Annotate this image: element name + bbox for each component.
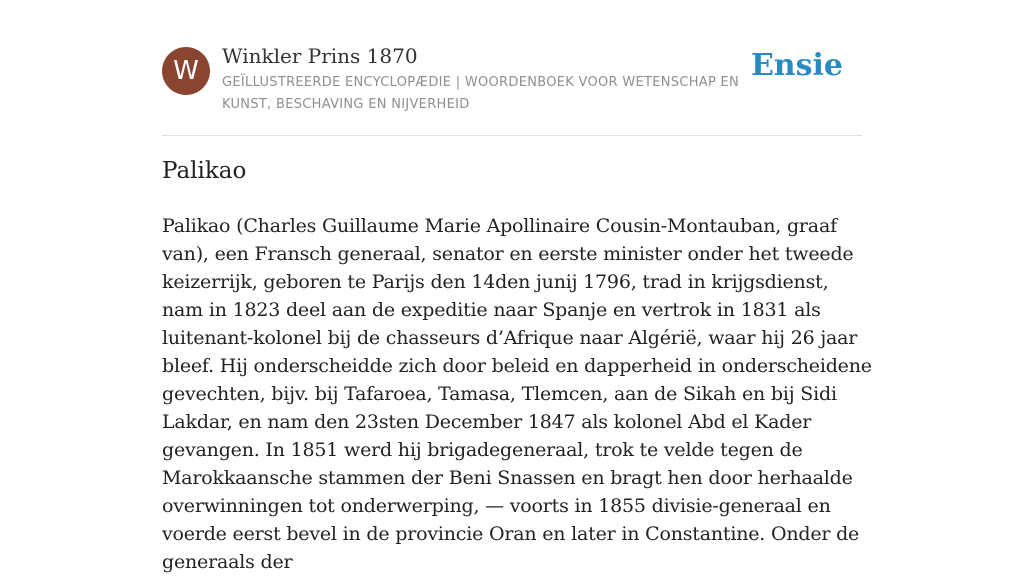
entry-body: Palikao (Charles Guillaume Marie Apollinaire Cousin-Montauban, graaf van), een Fransch generaal, senator en eerste minister onder het tweede keizerrijk, geboren te Parijs den 14den junij 1796, trad in krijgsdienst, nam in 1823 deel aan de expeditie naar Spanje en vertrok in 1831 als luitenant-kolonel bij de chasseurs d’Afrique naar Algérië, waar hij 26 jaar bleef. Hij onderscheidde zich door beleid en dapperheid in onderscheidene gevechten, bijv. bij Tafaroea, Tamasa, Tlemcen, aan de Sikah en bij Sidi Lakdar, en nam den 23sten December 1847 als kolonel Abd el Kader gevangen. In 1851 werd hij brigadegeneraal, trok te velde tegen de Marokkaansche stammen der Beni Snassen en bragt hen door herhaalde overwinningen tot onderwerping, — voorts in 1855 divisie-generaal en voerde eerst bevel in de provincie Oran en later in Constantine. Onder de generaals der <box>162 215 872 573</box>
entry-title: Palikao <box>162 158 247 184</box>
source-avatar[interactable]: W <box>162 47 210 95</box>
page <box>162 0 872 573</box>
source-subtitle: GEÏLLUSTREERDE ENCYCLOPÆDIE | WOORDENBOEK VOOR WETENSCHAP EN KUNST, BESCHAVING EN NIJVERHEID <box>222 75 740 112</box>
brand-logo-link[interactable]: Ensie <box>750 48 843 83</box>
source-title[interactable]: Winkler Prins 1870 <box>222 44 418 68</box>
header <box>162 0 862 136</box>
